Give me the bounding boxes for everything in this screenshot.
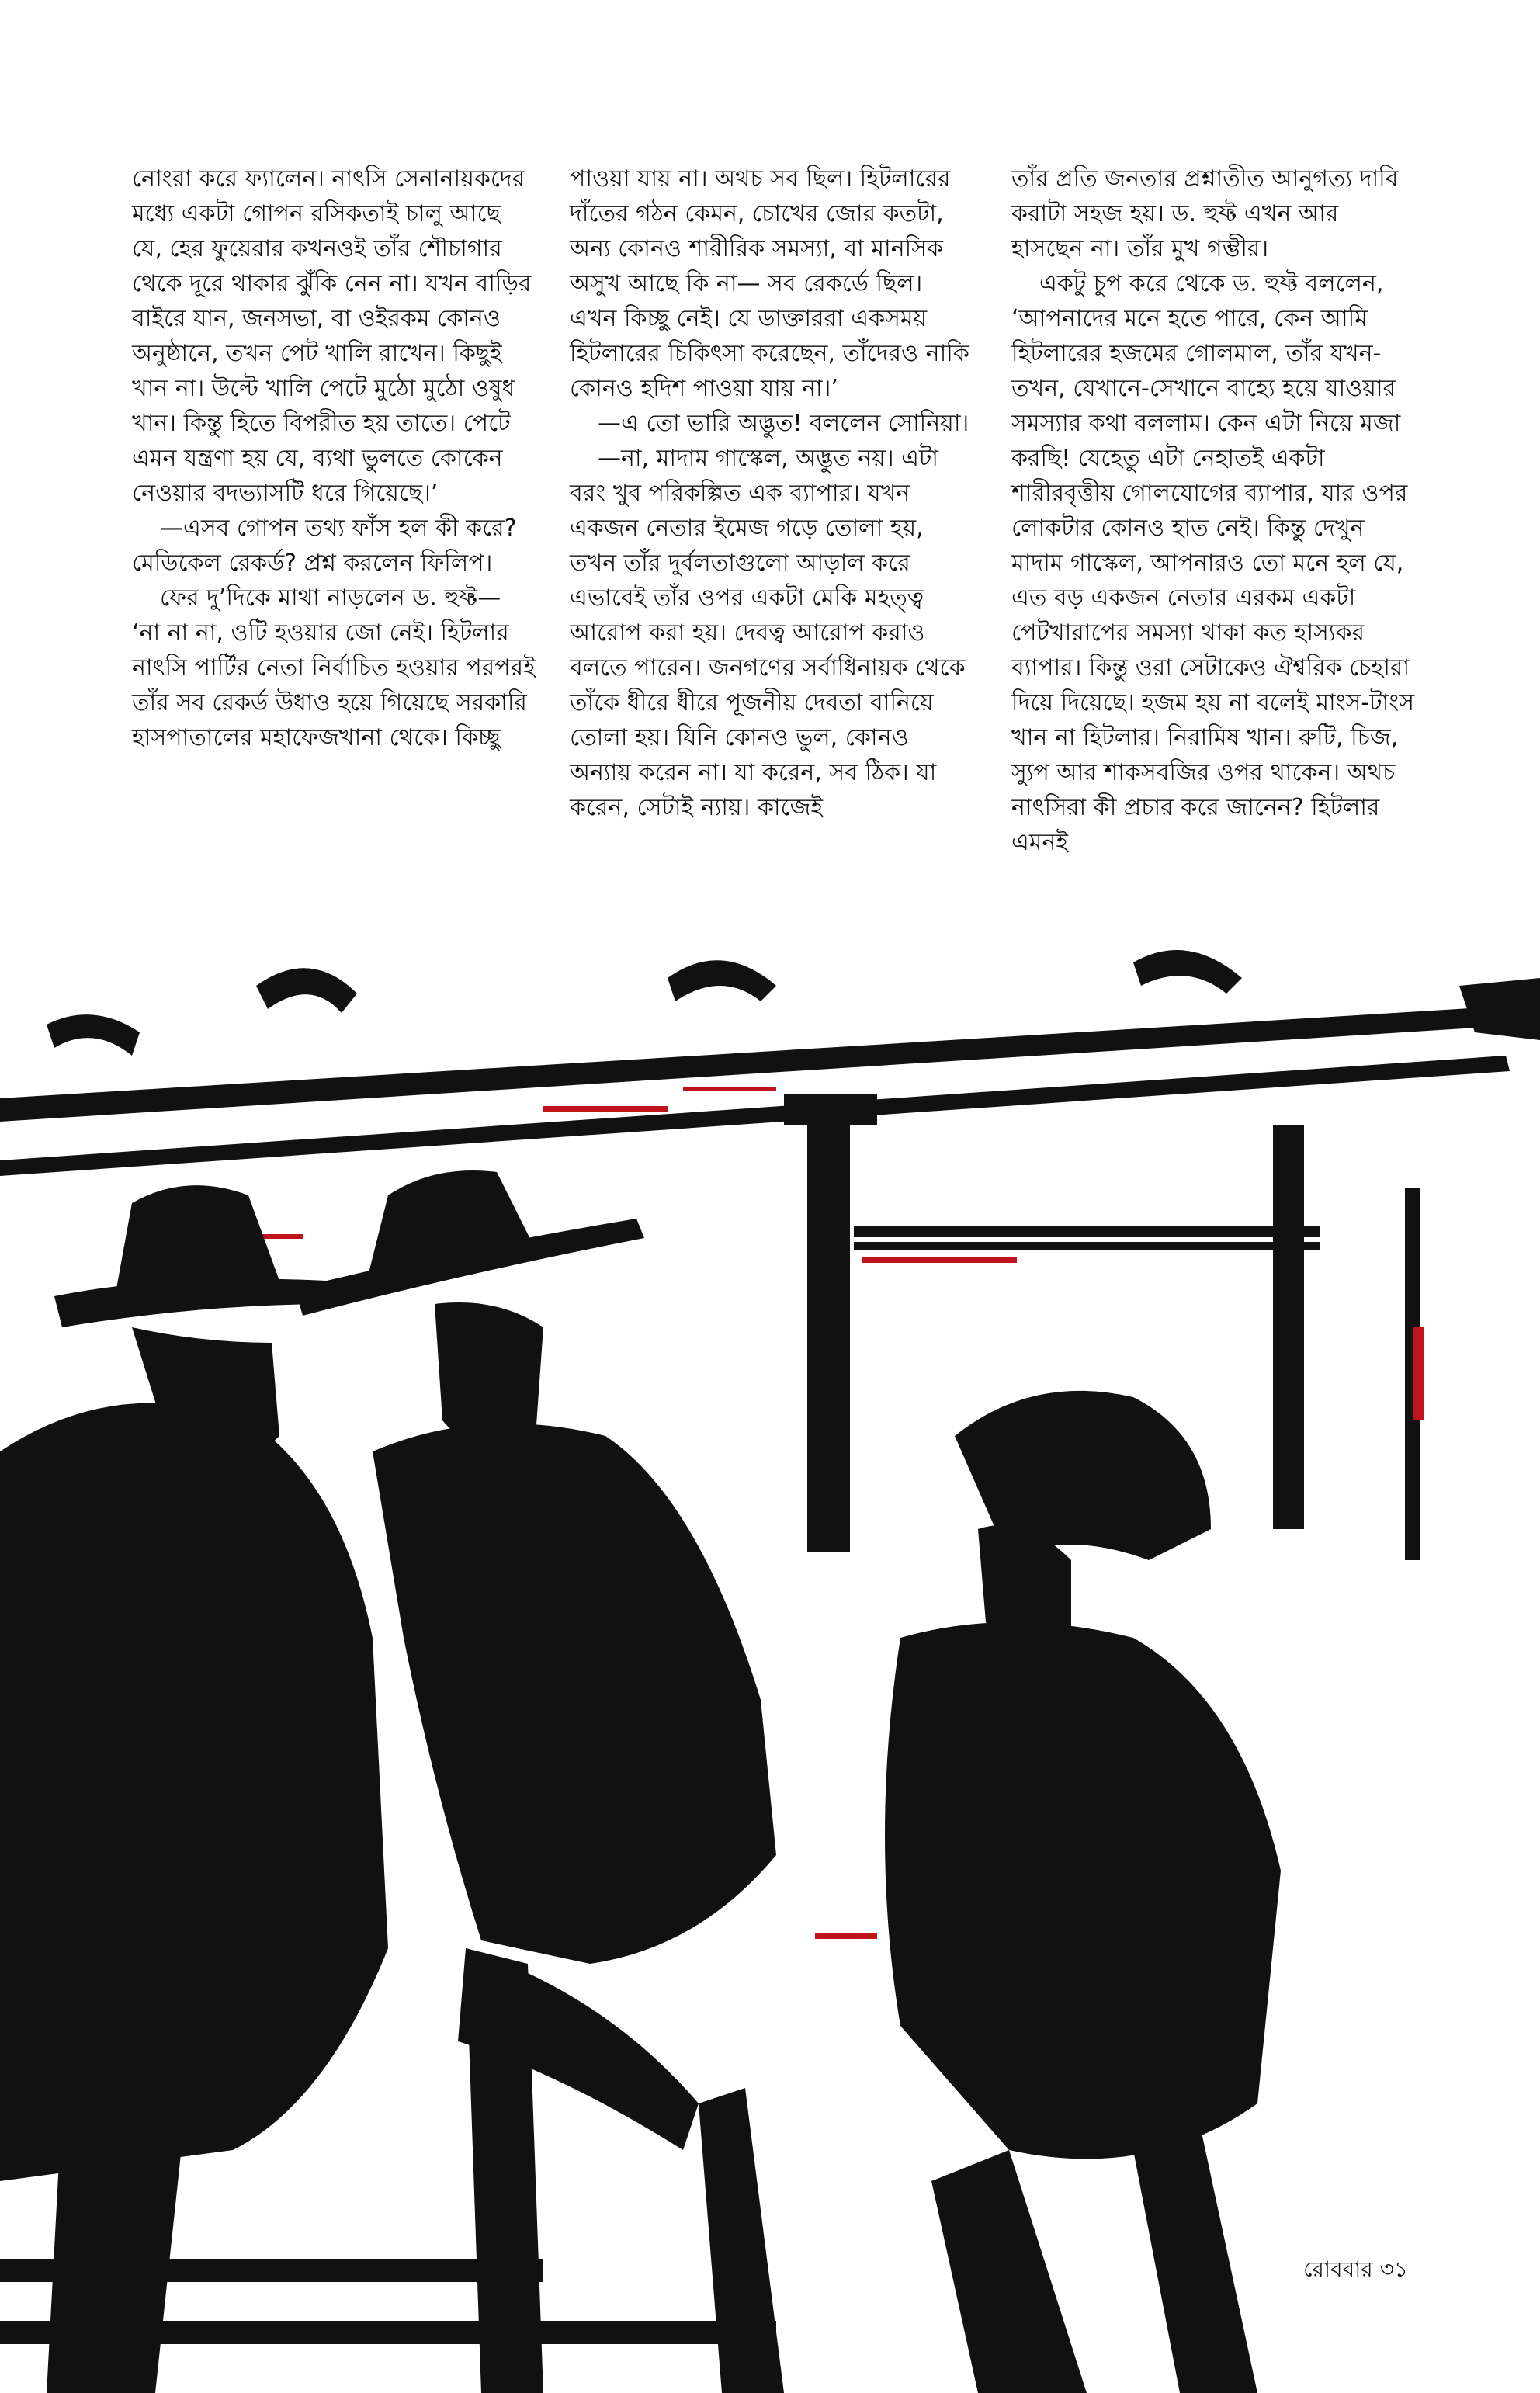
paragraph: —এ তো ভারি অদ্ভুত! বললেন সোনিয়া। xyxy=(598,410,969,437)
paragraph: —না, মাদাম গাস্কেল, অদ্ভুত নয়। এটা বরং খুব পরিকল্পিত এক ব্যাপার। যখন একজন নেতার ইমেজ গড়ে তোলা হয়, তখন তাঁর দুর্বলতাগুলো আড়াল করে এভাবেই তাঁর ওপর একটা মেকি মহত্ত্ব আরোপ করা হয়। দেবত্ব আরোপ করাও বলতে পারেন। জনগণের সর্বাধিনায়ক থেকে তাঁকে ধীরে ধীরে পূজনীয় দেবতা বানিয়ে তোলা হয়। যিনি কোনও ভুল, কোনও অন্যায় করেন না। যা করেন, সব ঠিক। যা করেন, সেটাই ন্যায়। কাজেই xyxy=(570,445,966,821)
text-column-1 xyxy=(132,161,536,755)
man-left xyxy=(0,1185,388,2393)
luggage-rack xyxy=(0,950,1540,1176)
paragraph: ফের দু’দিকে মাথা নাড়লেন ড. হুফ্ট— ‘না না না, ওটি হওয়ার জো নেই। হিটলার নাৎসি পার্টির নেতা নির্বাচিত হওয়ার পরপরই তাঁর সব রেকর্ড উধাও হয়ে গিয়েছে সরকারি হাসপাতালের মহাফেজখানা থেকে। কিচ্ছু xyxy=(132,584,536,751)
paragraph: একটু চুপ করে থেকে ড. হুফ্ট বললেন, ‘আপনাদের মনে হতে পারে, কেন আমি হিটলারের হজমের গোলমাল, তাঁর যখন-তখন, যেখানে-সেখানে বাহ্যে হয়ে যাওয়ার সমস্যার কথা বললাম। কেন এটা নিয়ে মজা করছি! যেহেতু এটা নেহাতই একটা শারীরবৃত্তীয় গোলযোগের ব্যাপার, যার ওপর লোকটার কোনও হাত নেই। কিন্তু দেখুন মাদাম গাস্কেল, আপনারও তো মনে হল যে, এত বড় একজন নেতার এরকম একটা পেটখারাপের সমস্যা থাকা কত হাস্যকর ব্যাপার। কিন্তু ওরা সেটাকেও ঐশ্বরিক চেহারা দিয়ে দিয়েছে। হজম হয় না বলেই মাংস-টাংস খান না হিটলার। নিরামিষ খান। রুটি, চিজ, স্যুপ আর শাকসবজির ওপর থাকেন। অথচ নাৎসিরা কী প্রচার করে জানেন? হিটলার এমনই xyxy=(1011,270,1415,856)
paragraph: পাওয়া যায় না। অথচ সব ছিল। হিটলারের দাঁতের গঠন কেমন, চোখের জোর কতটা, অন্য কোনও শারীরিক সমস্যা, বা মানসিক অসুখ আছে কি না— সব রেকর্ডে ছিল। এখন কিচ্ছু নেই। যে ডাক্তাররা একসময় হিটলারের চিকিৎসা করেছেন, তাঁদেরও নাকি কোনও হদিশ পাওয়া যায় না।’ xyxy=(570,165,969,402)
page-footer: রোববার ৩১ xyxy=(1303,2256,1408,2282)
illustration-train-passengers xyxy=(0,939,1540,2393)
paragraph: তাঁর প্রতি জনতার প্রশ্নাতীত আনুগত্য দাবি করাটা সহজ হয়। ড. হুফ্ট এখন আর হাসছেন না। তাঁর মুখ গম্ভীর। xyxy=(1011,165,1399,262)
paragraph: —এসব গোপন তথ্য ফাঁস হল কী করে? মেডিকেল রেকর্ড? প্রশ্ন করলেন ফিলিপ। xyxy=(132,515,517,577)
paragraph: নোংরা করে ফ্যালেন। নাৎসি সেনানায়কদের মধ্যে একটা গোপন রসিকতাই চালু আছে যে, হের ফুয়েরার কখনওই তাঁর শৌচাগার থেকে দূরে থাকার ঝুঁকি নেন না। যখন বাড়ির বাইরে যান, জনসভা, বা ওইরকম কোনও অনুষ্ঠানে, তখন পেট খালি রাখেন। কিছুই খান না। উল্টে খালি পেটে মুঠো মুঠো ওষুধ খান। কিন্তু হিতে বিপরীত হয় তাতে। পেটে এমন যন্ত্রণা হয় যে, ব্যথা ভুলতে কোকেন নেওয়ার বদভ্যাসটি ধরে গিয়েছে।’ xyxy=(132,165,532,507)
text-column-3 xyxy=(1011,161,1415,860)
text-column-2 xyxy=(570,161,973,825)
man-right xyxy=(885,1391,1281,2393)
